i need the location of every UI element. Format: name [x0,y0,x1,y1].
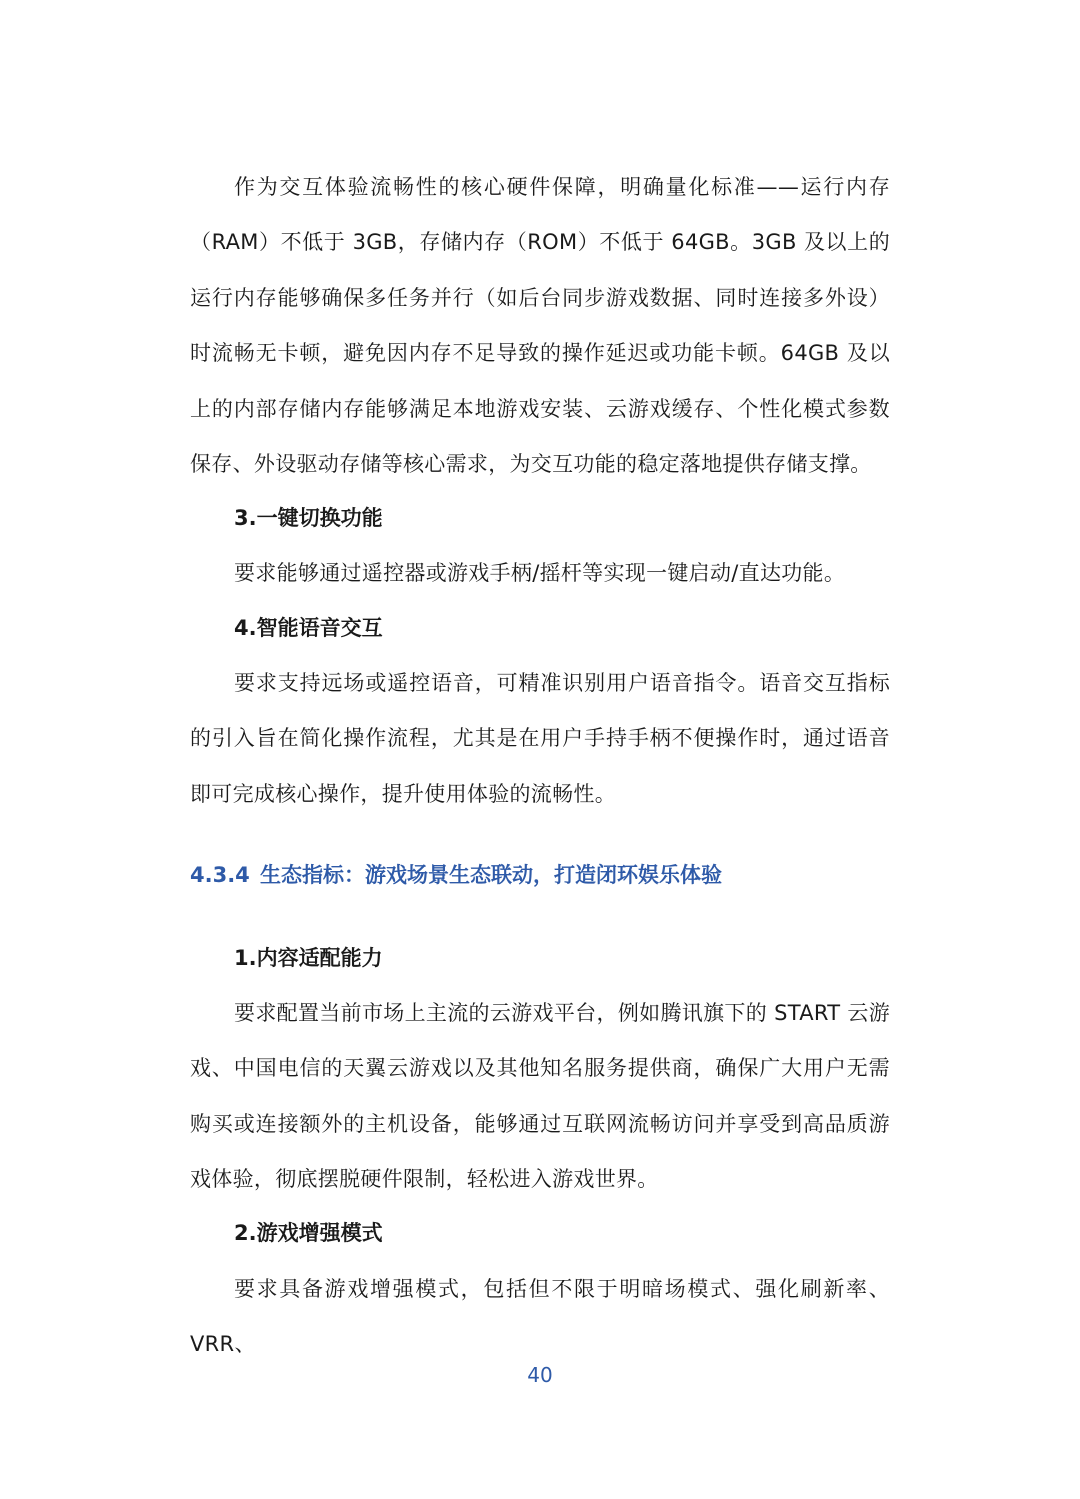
paragraph-hardware-memory: 作为交互体验流畅性的核心硬件保障，明确量化标准——运行内存（RAM）不低于 3GB，存储内存（ROM）不低于 64GB。3GB 及以上的运行内存能够确保多任务并行（如后台同步游戏数据、同时连接多外设）时流畅无卡顿，避免因内存不足导致的操作延迟或功能卡顿。64GB 及以上的内部存储内存能够满足本地游戏安装、云游戏缓存、个性化模式参数保存、外设驱动存储等核心需求，为交互功能的稳定落地提供存储支撑。 [190,175,890,477]
paragraph-one-key-switch: 要求能够通过遥控器或游戏手柄/摇杆等实现一键启动/直达功能。 [234,561,846,585]
paragraph-game-enhance-mode: 要求具备游戏增强模式，包括但不限于明暗场模式、强化刷新率、VRR、 [190,1277,890,1357]
paragraph-content-adaptation: 要求配置当前市场上主流的云游戏平台，例如腾讯旗下的 START 云游戏、中国电信的天翼云游戏以及其他知名服务提供商，确保广大用户无需购买或连接额外的主机设备，能够通过互联网流畅访问并享受到高品质游戏体验，彻底摆脱硬件限制，轻松进入游戏世界。 [190,1001,890,1192]
subheading-content-adaptation: 1.内容适配能力 [234,946,383,970]
paragraph-voice-interaction: 要求支持远场或遥控语音，可精准识别用户语音指令。语音交互指标的引入旨在简化操作流程，尤其是在用户手持手柄不便操作时，通过语音即可完成核心操作，提升使用体验的流畅性。 [190,671,890,806]
section-title: 生态指标：游戏场景生态联动，打造闭环娱乐体验 [260,863,722,887]
subheading-game-enhance-mode: 2.游戏增强模式 [234,1221,383,1245]
subheading-one-key-switch: 3.一键切换功能 [234,506,383,530]
section-heading [190,860,722,890]
page-number: 40 [527,1363,553,1387]
section-number: 4.3.4 [190,863,250,887]
subheading-voice-interaction: 4.智能语音交互 [234,616,383,640]
